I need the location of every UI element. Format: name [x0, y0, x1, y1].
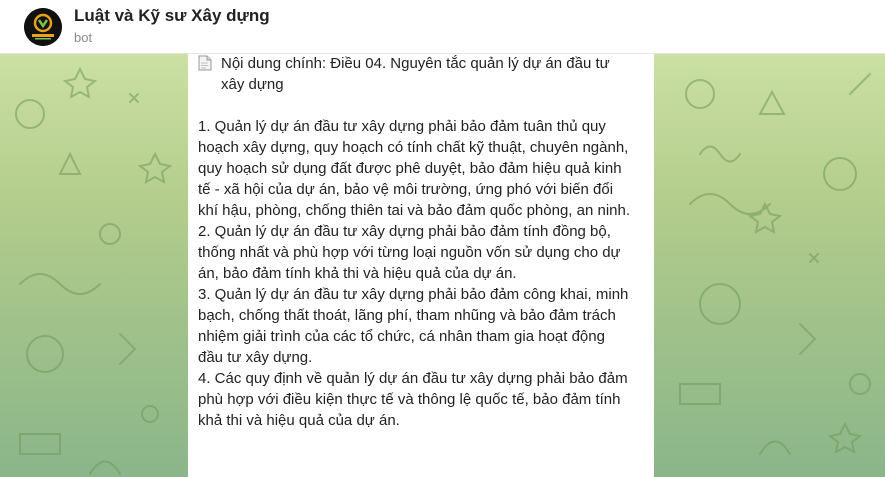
article-item-2: 2. Quản lý dự án đầu tư xây dựng phải bảo đảm tính đồng bộ, thống nhất và phù hợp với từng loại nguồn vốn sử dụng cho dự án, bảo đảm tính khả thi và hiệu quả của dự án.: [198, 223, 621, 282]
chat-subtitle: bot: [74, 30, 93, 45]
document-icon: [198, 55, 212, 71]
message-heading-row: [198, 53, 634, 95]
article-item-1: 1. Quản lý dự án đầu tư xây dựng phải bảo đảm tuân thủ quy hoạch xây dựng, quy hoạch có tính chất kỹ thuật, chuyên ngành, quy hoạch sử dụng đất được phê duyệt, bảo đảm hiệu quả kinh tế - xã hội của dự án, bảo vệ môi trường, ứng phó với biến đổi khí hậu, phòng, chống thiên tai và bảo đảm quốc phòng, an ninh.: [198, 118, 630, 219]
nhat-nghe-logo-icon: [24, 8, 62, 46]
message-bubble[interactable]: [188, 54, 654, 477]
chat-header: [0, 0, 885, 54]
article-item-3: 3. Quản lý dự án đầu tư xây dựng phải bảo đảm công khai, minh bạch, chống thất thoát, lãng phí, tham nhũng và bảo đảm trách nhiệm giải trình của các tổ chức, cá nhân tham gia hoạt động đầu tư xây dựng.: [198, 286, 629, 366]
chat-title[interactable]: Luật và Kỹ sư Xây dựng: [74, 6, 270, 25]
bot-avatar[interactable]: [24, 8, 62, 46]
article-item-4: 4. Các quy định về quản lý dự án đầu tư xây dựng phải bảo đảm phù hợp với điều kiện thực tế và thông lệ quốc tế, bảo đảm tính khả thi và hiệu quả của dự án.: [198, 370, 628, 429]
message-heading: Nội dung chính: Điều 04. Nguyên tắc quản lý dự án đầu tư xây dựng: [221, 55, 610, 93]
